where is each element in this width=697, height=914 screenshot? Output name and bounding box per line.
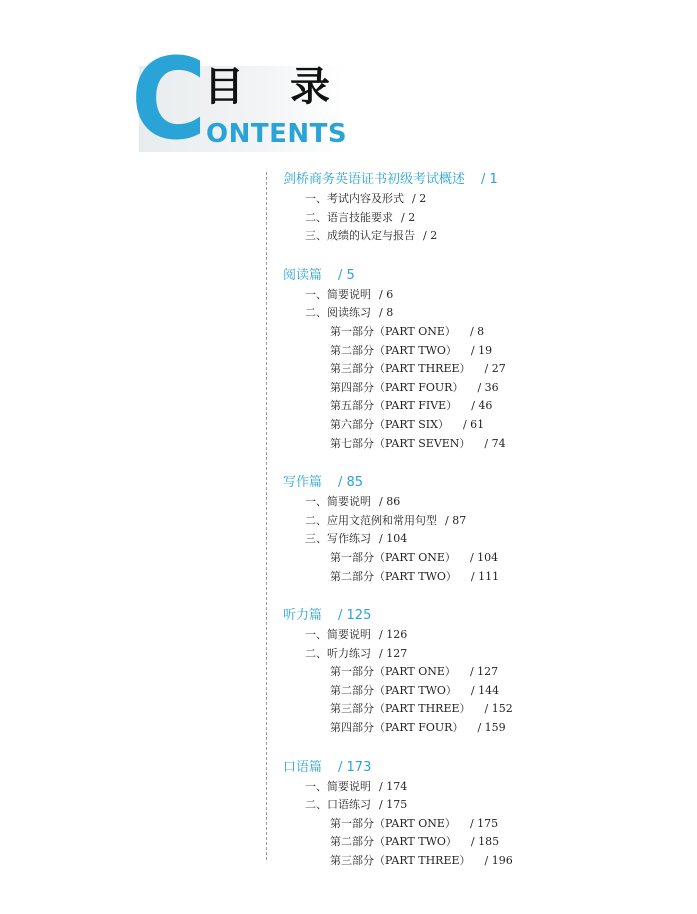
- entry-page-number: / 159: [477, 721, 506, 735]
- section-title: 口语篇: [283, 759, 323, 775]
- entry-page-number: / 174: [379, 779, 408, 793]
- entry-label: 第二部分（PART TWO）: [330, 683, 457, 697]
- toc-entry[interactable]: [283, 796, 683, 815]
- toc-section: [283, 606, 683, 738]
- toc-section: [283, 473, 683, 586]
- entry-page-number: / 74: [484, 436, 506, 450]
- header-big-letter: C: [131, 35, 207, 165]
- entry-page-number: / 6: [379, 287, 394, 301]
- entry-label: 一、简要说明: [305, 779, 371, 793]
- toc-subentry[interactable]: [283, 852, 683, 871]
- toc-entry[interactable]: [283, 512, 683, 531]
- toc-entry[interactable]: [283, 190, 683, 209]
- section-page-number: / 85: [338, 475, 364, 491]
- toc-entry[interactable]: [283, 645, 683, 664]
- entry-label: 二、听力练习: [305, 646, 371, 660]
- dashed-divider: [266, 172, 267, 860]
- section-title: 剑桥商务英语证书初级考试概述: [283, 172, 466, 187]
- contents-header: [131, 35, 376, 165]
- entry-page-number: / 2: [423, 229, 438, 243]
- entry-page-number: / 196: [484, 854, 513, 868]
- entry-page-number: / 127: [379, 646, 408, 660]
- toc-subentry[interactable]: [283, 719, 683, 738]
- entry-page-number: / 27: [484, 362, 506, 376]
- toc-entry[interactable]: [283, 286, 683, 305]
- toc-subentry[interactable]: [283, 549, 683, 568]
- toc-subentry[interactable]: [283, 360, 683, 379]
- section-heading[interactable]: [283, 170, 683, 190]
- entry-label: 第三部分（PART THREE）: [330, 362, 471, 376]
- entry-label: 第二部分（PART TWO）: [330, 835, 457, 849]
- entry-page-number: / 175: [379, 798, 408, 812]
- entry-label: 一、考试内容及形式: [305, 192, 404, 205]
- toc-entry[interactable]: [283, 626, 683, 645]
- entry-label: 二、应用文范例和常用句型: [305, 513, 437, 527]
- entry-label: 第一部分（PART ONE）: [330, 324, 456, 338]
- entry-page-number: / 111: [470, 569, 500, 583]
- entry-label: 一、简要说明: [305, 287, 371, 301]
- toc-subentry[interactable]: [283, 435, 683, 454]
- toc-subentry[interactable]: [283, 815, 683, 834]
- entry-label: 第一部分（PART ONE）: [330, 665, 456, 679]
- section-heading[interactable]: [283, 266, 683, 286]
- entry-page-number: / 104: [379, 532, 408, 546]
- section-page-number: / 1: [481, 172, 498, 187]
- entry-label: 第一部分（PART ONE）: [330, 550, 456, 564]
- toc-entry[interactable]: [283, 530, 683, 549]
- entry-label: 第一部分（PART ONE）: [330, 816, 456, 830]
- toc-entry[interactable]: [283, 227, 683, 246]
- section-heading[interactable]: [283, 606, 683, 626]
- entry-page-number: / 2: [412, 192, 427, 205]
- toc-subentry[interactable]: [283, 663, 683, 682]
- toc-section: [283, 266, 683, 453]
- toc-subentry[interactable]: [283, 379, 683, 398]
- entry-label: 第二部分（PART TWO）: [330, 343, 457, 357]
- entry-label: 一、简要说明: [305, 495, 371, 509]
- entry-page-number: / 8: [379, 306, 394, 320]
- toc-subentry[interactable]: [283, 397, 683, 416]
- section-page-number: / 125: [338, 608, 372, 624]
- entry-page-number: / 36: [477, 380, 499, 394]
- toc-entry[interactable]: [283, 304, 683, 323]
- section-title: 听力篇: [283, 608, 323, 624]
- entry-label: 第四部分（PART FOUR）: [330, 380, 464, 394]
- entry-page-number: / 152: [484, 702, 513, 716]
- section-page-number: / 5: [338, 267, 355, 283]
- entry-label: 三、写作练习: [305, 532, 371, 546]
- entry-label: 二、语言技能要求: [305, 210, 393, 224]
- toc-section: [283, 170, 683, 246]
- entry-label: 二、口语练习: [305, 798, 371, 812]
- entry-label: 第三部分（PART THREE）: [330, 702, 471, 716]
- toc-subentry[interactable]: [283, 833, 683, 852]
- section-heading[interactable]: [283, 758, 683, 778]
- entry-page-number: / 61: [462, 417, 485, 431]
- toc-entry[interactable]: [283, 778, 683, 797]
- entry-page-number: / 87: [445, 513, 467, 527]
- entry-label: 二、阅读练习: [305, 306, 371, 320]
- table-of-contents: [283, 170, 683, 891]
- entry-label: 第二部分（PART TWO）: [330, 569, 457, 583]
- toc-subentry[interactable]: [283, 568, 683, 587]
- entry-label: 第六部分（PART SIX）: [330, 417, 449, 431]
- section-page-number: / 173: [338, 759, 372, 775]
- entry-page-number: / 144: [470, 683, 500, 697]
- entry-page-number: / 19: [470, 343, 493, 357]
- entry-page-number: / 185: [470, 835, 500, 849]
- toc-entry[interactable]: [283, 209, 683, 228]
- entry-label: 第七部分（PART SEVEN）: [330, 436, 471, 450]
- toc-subentry[interactable]: [283, 700, 683, 719]
- toc-subentry[interactable]: [283, 682, 683, 701]
- entry-page-number: / 175: [469, 816, 499, 830]
- header-en-title: ONTENTS: [206, 119, 348, 149]
- section-heading[interactable]: [283, 473, 683, 493]
- entry-page-number: / 126: [379, 628, 408, 642]
- section-title: 阅读篇: [283, 267, 323, 283]
- entry-label: 三、成绩的认定与报告: [305, 229, 415, 243]
- toc-subentry[interactable]: [283, 416, 683, 435]
- entry-label: 第三部分（PART THREE）: [330, 854, 471, 868]
- entry-label: 一、简要说明: [305, 628, 371, 642]
- entry-page-number: / 127: [469, 665, 499, 679]
- entry-page-number: / 104: [469, 550, 499, 564]
- entry-page-number: / 86: [379, 495, 401, 509]
- header-zh-title: 目录: [204, 64, 376, 110]
- entry-page-number: / 8: [469, 324, 485, 338]
- entry-page-number: / 46: [471, 399, 493, 413]
- entry-label: 第四部分（PART FOUR）: [330, 721, 464, 735]
- toc-subentry[interactable]: [283, 323, 683, 342]
- section-title: 写作篇: [283, 475, 323, 491]
- entry-label: 第五部分（PART FIVE）: [330, 399, 458, 413]
- toc-entry[interactable]: [283, 493, 683, 512]
- entry-page-number: / 2: [401, 210, 416, 224]
- toc-subentry[interactable]: [283, 342, 683, 361]
- toc-section: [283, 758, 683, 871]
